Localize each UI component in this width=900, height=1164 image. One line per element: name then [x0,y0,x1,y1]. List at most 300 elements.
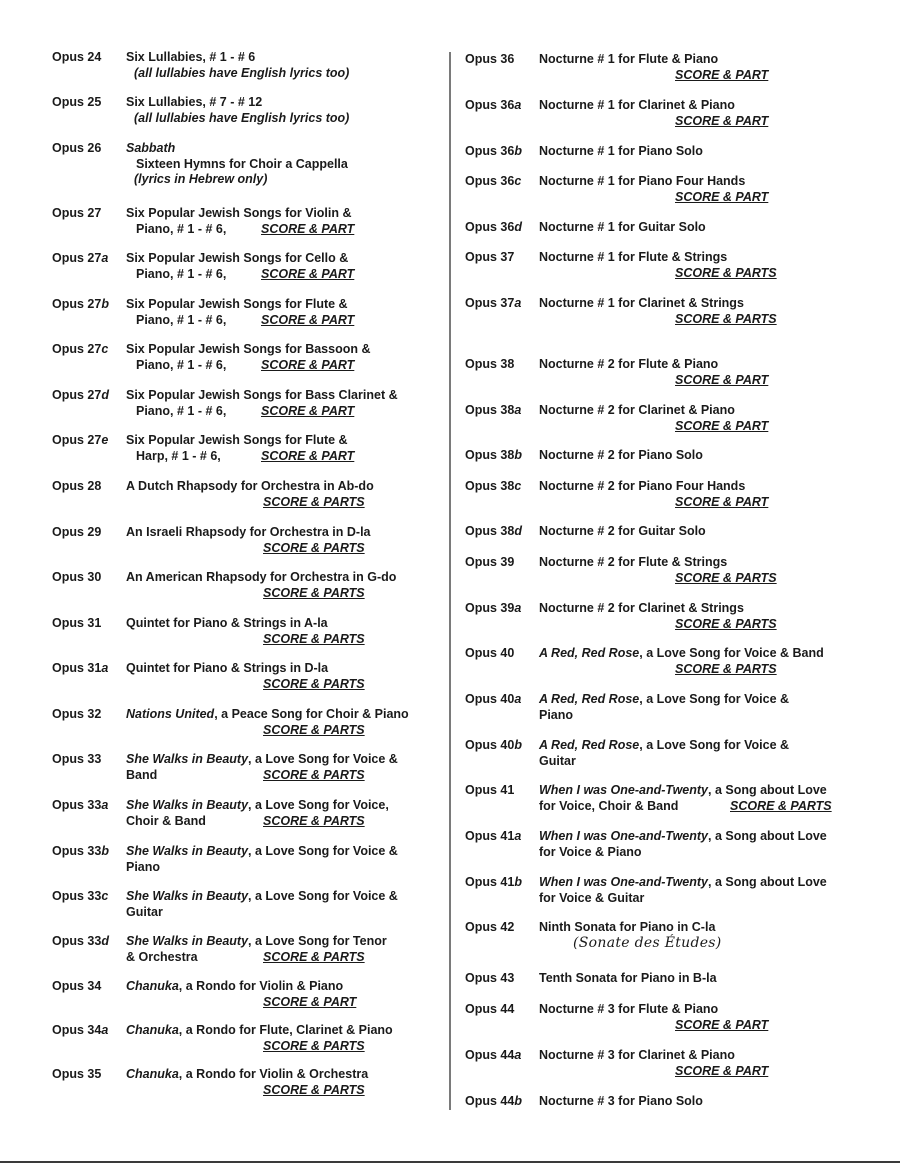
title-text: Sabbath [126,141,176,155]
catalog-entry [465,875,885,906]
score-link[interactable]: SCORE & PART [261,221,355,236]
score-link[interactable]: SCORE & PART [675,494,769,509]
catalog-entry [465,738,885,769]
score-link[interactable]: SCORE & PARTS [263,631,365,646]
entry-title [539,479,885,495]
opus-number [52,752,101,768]
opus-suffix: a [514,98,522,112]
catalog-entry [465,144,885,160]
entry-title [126,844,442,875]
score-link[interactable]: SCORE & PARTS [675,661,777,676]
opus-number [465,875,522,891]
opus-label: Opus 41 [465,829,515,843]
title-line [539,1094,885,1110]
title-text: for Voice & Piano [539,844,642,859]
opus-label: Opus 44 [465,1002,515,1016]
catalog-entry [52,844,442,875]
catalog-entry [465,971,885,987]
opus-number [52,889,108,905]
opus-suffix: a [514,403,522,417]
score-link[interactable]: SCORE & PARTS [263,540,365,555]
opus-suffix: a [101,661,109,675]
opus-label: Opus 40 [465,738,515,752]
opus-label: Opus 37 [465,296,515,310]
entry-title [126,141,442,188]
score-link[interactable]: SCORE & PART [675,1063,769,1078]
opus-suffix: b [514,448,522,462]
opus-label: Opus 35 [52,1067,102,1081]
opus-number [52,798,108,814]
opus-number [465,783,514,799]
work-title: She Walks in Beauty [126,889,249,903]
opus-suffix: a [514,1048,522,1062]
score-link[interactable]: SCORE & PARTS [675,616,777,631]
score-link[interactable]: SCORE & PART [261,448,355,463]
catalog-entry [52,50,442,81]
title-line [539,601,885,617]
title-line [126,616,442,632]
opus-label: Opus 25 [52,95,102,109]
title-line [539,52,885,68]
catalog-entry [52,342,442,373]
catalog-entry [465,692,885,723]
title-line [539,357,885,373]
title-line [539,1048,885,1064]
title-text: Piano, # 1 - # 6, [136,403,227,418]
catalog-entry [465,98,885,128]
opus-number [465,692,521,708]
opus-suffix: c [514,479,522,493]
opus-label: Opus 39 [465,555,515,569]
title-line [126,889,442,905]
opus-label: Opus 31 [52,661,102,675]
title-line [539,845,885,861]
opus-label: Opus 33 [52,934,102,948]
work-title: She Walks in Beauty [126,844,249,858]
title-line [539,1002,885,1018]
opus-label: Opus 33 [52,752,102,766]
score-link[interactable]: SCORE & PART [675,113,769,128]
title-text: Quintet for Piano & Strings in A-la [126,616,328,630]
title-text: , a Rondo for Violin & Piano [178,979,344,993]
title-line [539,220,885,236]
title-line [126,479,442,495]
entry-title [126,707,442,723]
opus-number [52,661,108,677]
entry-title [539,555,885,571]
score-link[interactable]: SCORE & PART [675,372,769,387]
opus-label: Opus 27 [52,388,102,402]
opus-number [52,50,101,66]
score-link[interactable]: SCORE & PARTS [263,722,365,737]
title-text: Nocturne # 1 for Flute & Strings [539,250,728,264]
catalog-entry [52,979,442,1009]
title-line [126,525,442,541]
opus-label: Opus 36 [465,52,515,66]
opus-number [465,448,522,464]
entry-title [126,616,442,632]
title-text: Six Popular Jewish Songs for Violin & [126,206,352,220]
title-line [126,50,442,66]
catalog-entry [52,1023,442,1053]
entry-title [539,646,885,662]
opus-label: Opus 37 [465,250,515,264]
title-line [539,692,885,708]
score-link[interactable]: SCORE & PART [261,357,355,372]
opus-number [465,1094,522,1110]
title-line [539,98,885,114]
catalog-entry [52,251,442,282]
opus-label: Opus 38 [465,403,515,417]
catalog-entry [52,661,442,691]
opus-suffix: c [101,342,109,356]
opus-suffix: a [101,798,109,812]
score-link[interactable]: SCORE & PART [261,312,355,327]
catalog-entry [52,297,442,328]
opus-number [465,296,521,312]
title-text: Nocturne # 1 for Flute & Piano [539,52,719,66]
title-line [539,479,885,495]
title-text: Piano [126,859,161,874]
opus-number [465,738,522,754]
title-line [126,752,442,768]
title-text: An Israeli Rhapsody for Orchestra in D-la [126,525,371,539]
catalog-entry [52,570,442,600]
title-text: Nocturne # 1 for Clarinet & Piano [539,98,735,112]
title-text: Six Popular Jewish Songs for Flute & [126,433,348,447]
title-line [539,799,885,815]
entry-title [126,889,442,920]
opus-label: Opus 38 [465,479,515,493]
title-text: Choir & Band [126,813,206,828]
title-line [126,388,442,404]
lyrics-note: (lyrics in Hebrew only) [134,172,268,186]
title-text: An American Rhapsody for Orchestra in G-do [126,570,397,584]
work-title: Chanuka [126,979,179,993]
title-line [126,206,442,222]
entry-title [539,1002,885,1018]
title-text: for Voice & Guitar [539,890,645,905]
catalog-entry [52,525,442,555]
work-title: Chanuka [126,1023,179,1037]
entry-title [539,783,885,814]
opus-label: Opus 27 [52,433,102,447]
title-line [126,141,442,157]
column-divider [449,52,451,1110]
work-title: Nations United [126,707,215,721]
opus-number [465,524,522,540]
title-text: Six Popular Jewish Songs for Cello & [126,251,349,265]
opus-number [52,844,109,860]
opus-label: Opus 34 [52,1023,102,1037]
entry-title [539,250,885,266]
title-line [126,844,442,860]
opus-number [52,251,108,267]
opus-label: Opus 32 [52,707,102,721]
title-line [539,403,885,419]
title-text: Nocturne # 3 for Flute & Piano [539,1002,719,1016]
title-line [126,433,442,449]
score-link[interactable]: SCORE & PARTS [263,949,365,964]
opus-suffix: b [514,738,522,752]
opus-number [465,403,521,419]
entry-title [126,1023,442,1039]
score-link[interactable]: SCORE & PARTS [263,585,365,600]
score-link[interactable]: SCORE & PART [263,994,357,1009]
work-title: A Red, Red Rose [539,692,640,706]
lyrics-note: (all lullabies have English lyrics too) [134,65,350,80]
opus-label: Opus 24 [52,50,102,64]
opus-label: Opus 44 [465,1094,515,1108]
opus-suffix: e [101,433,109,447]
entry-title [126,979,442,995]
opus-number [52,616,101,632]
catalog-entry [465,403,885,433]
catalog-entry [52,388,442,419]
catalog-entry [465,250,885,280]
opus-number [465,829,521,845]
score-link[interactable]: SCORE & PARTS [730,798,832,813]
title-text: Six Lullabies, # 7 - # 12 [126,95,263,109]
catalog-entry [52,798,442,829]
catalog-entry [52,752,442,783]
title-text: , a Love Song for Voice & [248,752,398,766]
opus-number [465,250,514,266]
catalog-entry [465,1094,885,1110]
title-line [126,905,442,921]
opus-number [52,141,101,157]
title-text: Nocturne # 1 for Piano Four Hands [539,174,746,188]
title-text: , a Love Song for Voice & Band [639,646,824,660]
opus-number [465,52,514,68]
work-title: She Walks in Beauty [126,798,249,812]
opus-number [465,144,522,160]
opus-suffix: b [101,844,109,858]
catalog-entry [465,646,885,676]
title-text: , a Peace Song for Choir & Piano [214,707,409,721]
catalog-entry [465,220,885,236]
opus-label: Opus 33 [52,889,102,903]
score-link[interactable]: SCORE & PARTS [675,311,777,326]
entry-title [539,524,885,540]
opus-number [52,479,101,495]
score-link[interactable]: SCORE & PART [261,266,355,281]
opus-label: Opus 43 [465,971,515,985]
title-text: Guitar [539,753,576,768]
score-link[interactable]: SCORE & PART [675,67,769,82]
catalog-entry [52,433,442,464]
score-link[interactable]: SCORE & PARTS [675,265,777,280]
score-link[interactable]: SCORE & PARTS [263,1082,365,1097]
opus-number [465,479,521,495]
score-link[interactable]: SCORE & PART [675,418,769,433]
opus-suffix: d [101,388,109,402]
title-text: , a Love Song for Voice & [639,738,790,752]
title-text: Six Popular Jewish Songs for Flute & [126,297,348,311]
score-link[interactable]: SCORE & PART [261,403,355,418]
entry-title [126,661,442,677]
title-text: , a Rondo for Violin & Orchestra [178,1067,369,1081]
entry-title [126,570,442,586]
title-text: Six Lullabies, # 1 - # 6 [126,50,256,64]
title-line [126,934,442,950]
title-line [126,798,442,814]
opus-number [465,98,521,114]
catalog-entry [52,707,442,737]
opus-label: Opus 38 [465,357,515,371]
title-text: & Orchestra [126,949,198,964]
opus-number [465,1048,521,1064]
catalog-entry [465,479,885,509]
title-line [126,251,442,267]
opus-suffix: a [514,829,522,843]
opus-suffix: b [514,144,522,158]
title-line [539,783,885,799]
score-link[interactable]: SCORE & PARTS [263,767,365,782]
title-text: Quintet for Piano & Strings in D-la [126,661,329,675]
entry-title [539,220,885,236]
opus-number [52,1023,108,1039]
work-title: A Red, Red Rose [539,646,640,660]
score-link[interactable]: SCORE & PART [675,189,769,204]
title-line [539,738,885,754]
work-title: When I was One-and-Twenty [539,783,708,797]
opus-label: Opus 36 [465,174,515,188]
work-title: She Walks in Beauty [126,752,249,766]
catalog-entry [465,1002,885,1032]
opus-label: Opus 38 [465,524,515,538]
title-text: , a Rondo for Flute, Clarinet & Piano [178,1023,393,1037]
work-title: A Red, Red Rose [539,738,640,752]
title-text: Nocturne # 3 for Clarinet & Piano [539,1048,735,1062]
catalog-entry [465,829,885,860]
opus-number [52,388,109,404]
title-line [539,754,885,770]
opus-suffix: a [101,1023,109,1037]
opus-number [52,979,101,995]
title-line [126,1023,442,1039]
entry-title [539,448,885,464]
title-line [539,448,885,464]
catalog-entry [465,52,885,82]
opus-number [465,601,521,617]
opus-label: Opus 27 [52,251,102,265]
title-line [126,95,442,111]
opus-number [465,220,522,236]
title-text: Nocturne # 2 for Piano Solo [539,448,703,462]
opus-number [52,525,101,541]
opus-number [52,342,108,358]
catalog-entry [465,524,885,540]
title-line [539,829,885,845]
catalog-entry [465,296,885,326]
entry-title [126,95,442,126]
title-text: , a Love Song for Voice & [248,844,398,858]
title-line [126,570,442,586]
opus-number [465,1002,514,1018]
score-link[interactable]: SCORE & PARTS [263,494,365,509]
catalog-entry [52,934,442,965]
title-line [126,860,442,876]
title-text: Six Popular Jewish Songs for Bassoon & [126,342,371,356]
title-line [126,1067,442,1083]
entry-title [539,920,885,951]
score-link[interactable]: SCORE & PARTS [263,813,365,828]
entry-title [539,1094,885,1110]
opus-suffix: d [101,934,109,948]
entry-title [539,174,885,190]
opus-label: Opus 31 [52,616,102,630]
title-line [126,979,442,995]
entry-title [126,1067,442,1083]
opus-suffix: c [101,889,109,903]
title-text: , a Song about Love [708,829,827,843]
title-text: Nocturne # 2 for Clarinet & Piano [539,403,735,417]
work-title: When I was One-and-Twenty [539,829,708,843]
score-link[interactable]: SCORE & PARTS [675,570,777,585]
title-line [539,250,885,266]
opus-number [465,357,514,373]
opus-label: Opus 34 [52,979,102,993]
catalog-entry [52,206,442,237]
catalog-entry [52,616,442,646]
title-line [539,555,885,571]
score-link[interactable]: SCORE & PARTS [263,1038,365,1053]
entry-title [539,403,885,419]
title-text: Nocturne # 2 for Flute & Strings [539,555,728,569]
entry-title [539,144,885,160]
opus-suffix: c [514,174,522,188]
catalog-entry [465,783,885,814]
title-text: Nocturne # 2 for Piano Four Hands [539,479,746,493]
catalog-entry [465,448,885,464]
opus-label: Opus 30 [52,570,102,584]
title-text: , a Love Song for Tenor [248,934,387,948]
opus-number [465,555,514,571]
score-link[interactable]: SCORE & PART [675,1017,769,1032]
title-text: A Dutch Rhapsody for Orchestra in Ab-do [126,479,374,493]
entry-title [126,525,442,541]
opus-number [52,1067,101,1083]
opus-label: Opus 26 [52,141,102,155]
title-text: Nocturne # 1 for Clarinet & Strings [539,296,744,310]
opus-label: Opus 29 [52,525,102,539]
entry-title [539,971,885,987]
title-text: , a Love Song for Voice, [248,798,389,812]
opus-label: Opus 40 [465,646,515,660]
opus-label: Opus 36 [465,98,515,112]
score-link[interactable]: SCORE & PARTS [263,676,365,691]
entry-title [126,479,442,495]
title-line [539,891,885,907]
title-text: Nocturne # 3 for Piano Solo [539,1094,703,1108]
opus-number [52,707,101,723]
opus-suffix: a [101,251,109,265]
bottom-rule [0,1161,900,1163]
opus-number [52,433,108,449]
title-line [126,707,442,723]
opus-number [52,297,109,313]
entry-title [539,1048,885,1064]
title-text: , a Song about Love [708,783,827,797]
sonata-subtitle: (Sonate des Études) [573,934,722,951]
entry-title [539,738,885,769]
work-title: Chanuka [126,1067,179,1081]
opus-label: Opus 38 [465,448,515,462]
title-text: Piano, # 1 - # 6, [136,221,227,236]
title-text: Piano, # 1 - # 6, [136,312,227,327]
opus-number [52,95,101,111]
